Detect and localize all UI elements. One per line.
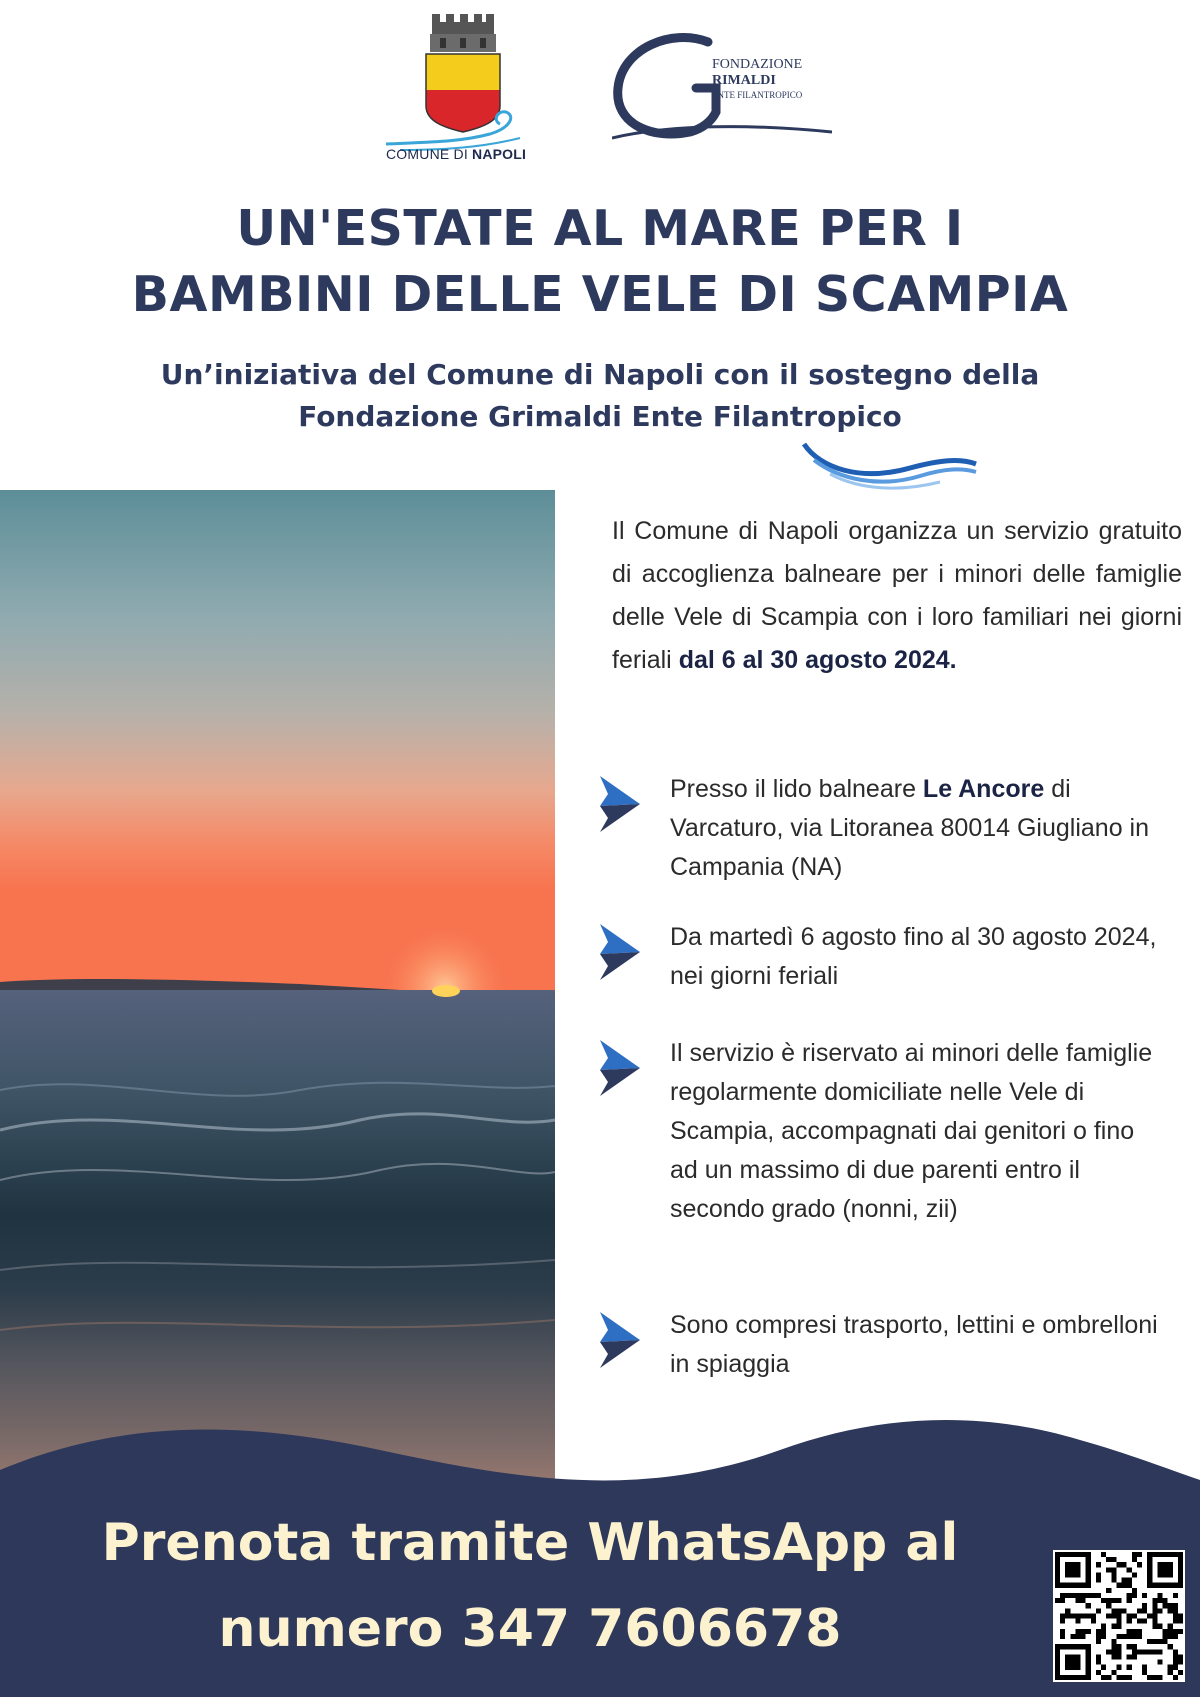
title-line1: UN'ESTATE AL MARE PER I (236, 200, 964, 257)
bullet-text-pre: Il servizio è riservato ai minori delle famiglie regolarmente domiciliate nelle Vele di Scampia, accompagnati dai genitori o fino ad un massimo di due parenti entro il secondo grado (nonni, zii) (670, 1039, 1153, 1223)
title-line2: BAMBINI DELLE VELE DI SCAMPIA (131, 266, 1069, 323)
chevron-right-icon (600, 1038, 640, 1098)
intro-dates: dal 6 al 30 agosto 2024. (678, 646, 957, 674)
bullet-text (670, 1306, 1160, 1384)
intro-text: Il Comune di Napoli organizza un servizio gratuito di accoglienza balneare per i minori delle famiglie delle Vele di Scampia con i loro familiari nei giorni feriali (612, 517, 1182, 674)
comune-prefix: COMUNE DI (386, 146, 468, 162)
grimaldi-line2: RIMALDI (712, 73, 776, 88)
subtitle-line2: Fondazione Grimaldi Ente Filantropico (298, 400, 902, 433)
grimaldi-line3: ENTE FILANTROPICO (712, 90, 803, 100)
comune-city: NAPOLI (472, 146, 527, 162)
grimaldi-line1: FONDAZIONE (712, 57, 803, 72)
intro-paragraph (612, 510, 1182, 682)
bullet-text-post: di Varcaturo, via Litoranea 80014 Giugliano in Campania (NA) (670, 775, 1150, 881)
qr-code-icon[interactable] (1053, 1550, 1185, 1682)
bullet-text (670, 770, 1160, 887)
napoli-coat-of-arms-icon (426, 14, 500, 132)
page-title (0, 196, 1200, 328)
wave-ornament-icon (800, 438, 980, 494)
page-subtitle (0, 354, 1200, 438)
bullet-text-bold: Le Ancore (922, 775, 1045, 803)
grimaldi-logo-text (712, 58, 802, 100)
comune-napoli-label (386, 146, 526, 162)
bullet-text (670, 1034, 1160, 1229)
bullet-text-pre: Sono compresi trasporto, lettini e ombrelloni in spiaggia (670, 1311, 1158, 1378)
cta-text (0, 1500, 1060, 1672)
cta-line1: Prenota tramite WhatsApp al (101, 1513, 959, 1573)
cta-line2: numero 347 7606678 (218, 1599, 842, 1659)
bullet-text (670, 918, 1160, 996)
subtitle-line1: Un’iniziativa del Comune di Napoli con il sostegno della (160, 358, 1040, 391)
chevron-right-icon (600, 774, 640, 834)
chevron-right-icon (600, 1310, 640, 1370)
chevron-right-icon (600, 922, 640, 982)
sunset-sea-photo (0, 490, 555, 1490)
bullet-text-pre: Presso il lido balneare (670, 775, 923, 803)
bullet-text-pre: Da martedì 6 agosto fino al 30 agosto 2024, nei giorni feriali (670, 923, 1157, 990)
